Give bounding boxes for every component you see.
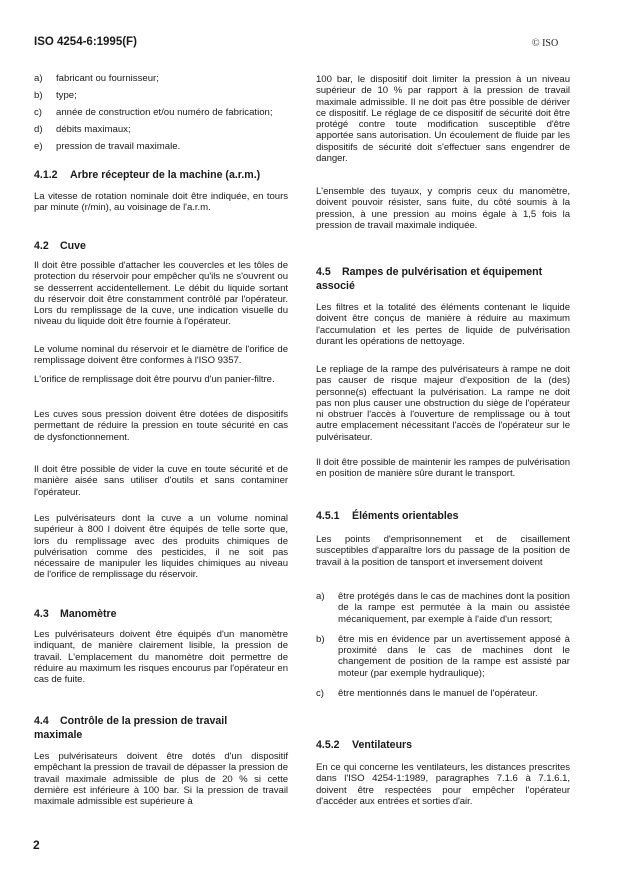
section-title: Éléments orientables bbox=[352, 510, 459, 522]
list-marker: a) bbox=[34, 73, 43, 84]
list-marker: c) bbox=[34, 106, 42, 118]
section-number: 4.5.2 bbox=[316, 739, 340, 751]
list-marker: d) bbox=[34, 123, 43, 135]
paragraph: 100 bar, le dispositif doit limiter la pression à un niveau supérieur de 10 % par rapport à la pression de travail maximale admissible. Il ne doit pas être possible de dériver ce dispositif. Le réglage de ce dispositif de sécurité doit être protégé contre toute modification susceptible d'être apportée sans autorisation. Un écoulement de fluide par les dispositifs de sécurité doit s'effectuer sans engendrer de danger. bbox=[316, 74, 570, 165]
list-marker: a) bbox=[316, 591, 325, 602]
section-heading-4-5-1 bbox=[316, 510, 576, 524]
section-number: 4.4 bbox=[34, 715, 49, 727]
marking-list bbox=[34, 73, 288, 152]
swivel-list bbox=[316, 591, 570, 699]
paragraph: Il doit être possible d'attacher les couvercles et les tôles de protection du réservoir pour empêcher qu'ils ne s'ouvrent ou se desserrent accidentellement. Le débit du liquide sortant du réservoir doit être constamment contrôlé par l'opérateur. Lors du remplissage de la cuve, une indication visuelle du niveau du liquide doit être fournie à l'opérateur. bbox=[34, 260, 288, 328]
list-text: être mis en évidence par un avertissement apposé à proximité dans le cas de machines dont le changement de position de la rampe est assisté par moteur (par exemple hydraulique); bbox=[338, 633, 570, 679]
list-marker: e) bbox=[34, 140, 43, 152]
paragraph: L'orifice de remplissage doit être pourvu d'un panier-filtre. bbox=[34, 374, 275, 385]
section-title: Rampes de pulvérisation et équipement associé bbox=[316, 266, 543, 292]
list-item bbox=[34, 141, 288, 152]
list-item bbox=[34, 90, 288, 101]
section-heading-4-2 bbox=[34, 240, 294, 254]
section-title: Arbre récepteur de la machine (a.r.m.) bbox=[70, 169, 261, 181]
list-item bbox=[34, 73, 288, 84]
copyright-notice: © ISO bbox=[532, 38, 559, 49]
paragraph: Il doit être possible de vider la cuve en toute sécurité et de manière aisée sans utiliser d'outils et sans contaminer l'opérateur. bbox=[34, 464, 288, 498]
section-title: Contrôle de la pression de travail maximale bbox=[34, 715, 228, 741]
section-number: 4.1.2 bbox=[34, 169, 58, 181]
section-heading-4-1-2 bbox=[34, 169, 294, 183]
section-number: 4.5 bbox=[316, 266, 331, 278]
section-title: Manomètre bbox=[60, 608, 117, 620]
list-item bbox=[316, 688, 570, 699]
section-title: Cuve bbox=[60, 240, 86, 252]
list-marker: b) bbox=[34, 89, 43, 101]
paragraph: La vitesse de rotation nominale doit être indiquée, en tours par minute (r/min), au voisinage de l'a.r.m. bbox=[34, 191, 288, 214]
list-item bbox=[34, 107, 288, 118]
list-marker: c) bbox=[316, 688, 324, 700]
list-item bbox=[34, 124, 288, 135]
section-heading-4-3 bbox=[34, 608, 294, 622]
list-text: pression de travail maximale. bbox=[56, 140, 181, 152]
list-text: type; bbox=[56, 89, 77, 101]
list-text: année de construction et/ou numéro de fabrication; bbox=[56, 106, 273, 118]
paragraph: Le volume nominal du réservoir et le diamètre de l'orifice de remplissage doivent être conformes à l'ISO 9357. bbox=[34, 344, 288, 367]
list-text: débits maximaux; bbox=[56, 123, 131, 135]
paragraph: Les cuves sous pression doivent être dotées de dispositifs permettant de réduire la pression en toute sécurité en cas de dysfonctionnement. bbox=[34, 409, 288, 443]
list-text: être mentionnés dans le manuel de l'opérateur. bbox=[338, 688, 538, 700]
page-number: 2 bbox=[33, 838, 40, 852]
list-item bbox=[316, 634, 570, 679]
paragraph: Les pulvérisateurs dont la cuve a un volume nominal supérieur à 800 l doivent être équipés de telle sorte que, lors du remplissage avec des produits chimiques de pulvérisation comme des pesticides, il ne soit pas nécessaire de manipuler les liquides chimiques au niveau de l'orifice de remplissage du réservoir. bbox=[34, 513, 288, 581]
list-text: fabricant ou fournisseur; bbox=[56, 73, 159, 84]
paragraph: Les pulvérisateurs doivent être dotés d'un dispositif empêchant la pression de travail de dépasser la pression de travail maximale admissible de plus de 20 % si cette dernière est inférieure à 100 bar. Si la pression de travail maximale admissible est supérieure à bbox=[34, 751, 288, 808]
list-marker: b) bbox=[316, 633, 325, 645]
paragraph: Les filtres et la totalité des éléments contenant le liquide doivent être conçus de manière à réduire au maximum l'accumulation et les pertes de liquide de pulvérisation durant les opérations de nettoyage. bbox=[316, 302, 570, 347]
paragraph: Les points d'emprisonnement et de cisaillement susceptibles d'apparaître lors du passage de la position de travail à la position de tansport et inversement doivent bbox=[316, 534, 570, 568]
paragraph: Les pulvérisateurs doivent être équipés d'un manomètre indiquant, de manière clairement lisible, la pression de travail. L'emplacement du manomètre doit permettre de réduire au maximum les risques encourus par l'opérateur en cas de fuite. bbox=[34, 629, 288, 686]
section-heading-4-5-2 bbox=[316, 739, 576, 753]
section-number: 4.2 bbox=[34, 240, 49, 252]
section-heading-4-4 bbox=[34, 715, 264, 742]
document-id: ISO 4254-6:1995(F) bbox=[34, 36, 137, 48]
section-number: 4.5.1 bbox=[316, 510, 340, 522]
paragraph: L'ensemble des tuyaux, y compris ceux du manomètre, doivent pouvoir résister, sans fuite, du côté soumis à la pression, à une pression au moins égale à 1,5 fois la pression de travail maximale indiquée. bbox=[316, 186, 570, 231]
paragraph: En ce qui concerne les ventilateurs, les distances prescrites dans l'ISO 4254-1:1989, paragraphes 7.1.6 à 7.1.6.1, doivent être respectées pour empêcher l'opérateur d'accéder aux entrées et sorties d'air. bbox=[316, 762, 570, 807]
section-title: Ventilateurs bbox=[352, 739, 413, 751]
paragraph: Le repliage de la rampe des pulvérisateurs à rampe ne doit pas causer de risque majeur d'exposition de la (des) personne(s) effectuant la pulvérisation. La rampe ne doit pas non plus causer une obstruction du siège de l'opérateur ni obstruer l'accès à l'ouverture de remplissage ou à tout autre emplacement nécessitant l'accès de l'opérateur sur le pulvérisateur. bbox=[316, 364, 570, 443]
list-item bbox=[316, 591, 570, 625]
paragraph: Il doit être possible de maintenir les rampes de pulvérisation en position de manière sûre durant le transport. bbox=[316, 457, 570, 480]
section-number: 4.3 bbox=[34, 608, 49, 620]
section-heading-4-5 bbox=[316, 266, 576, 293]
list-text: être protégés dans le cas de machines dont la position de la rampe est permutée à la main ou assistée mécaniquement, par exemple à l'aide d'un ressort; bbox=[338, 591, 570, 625]
